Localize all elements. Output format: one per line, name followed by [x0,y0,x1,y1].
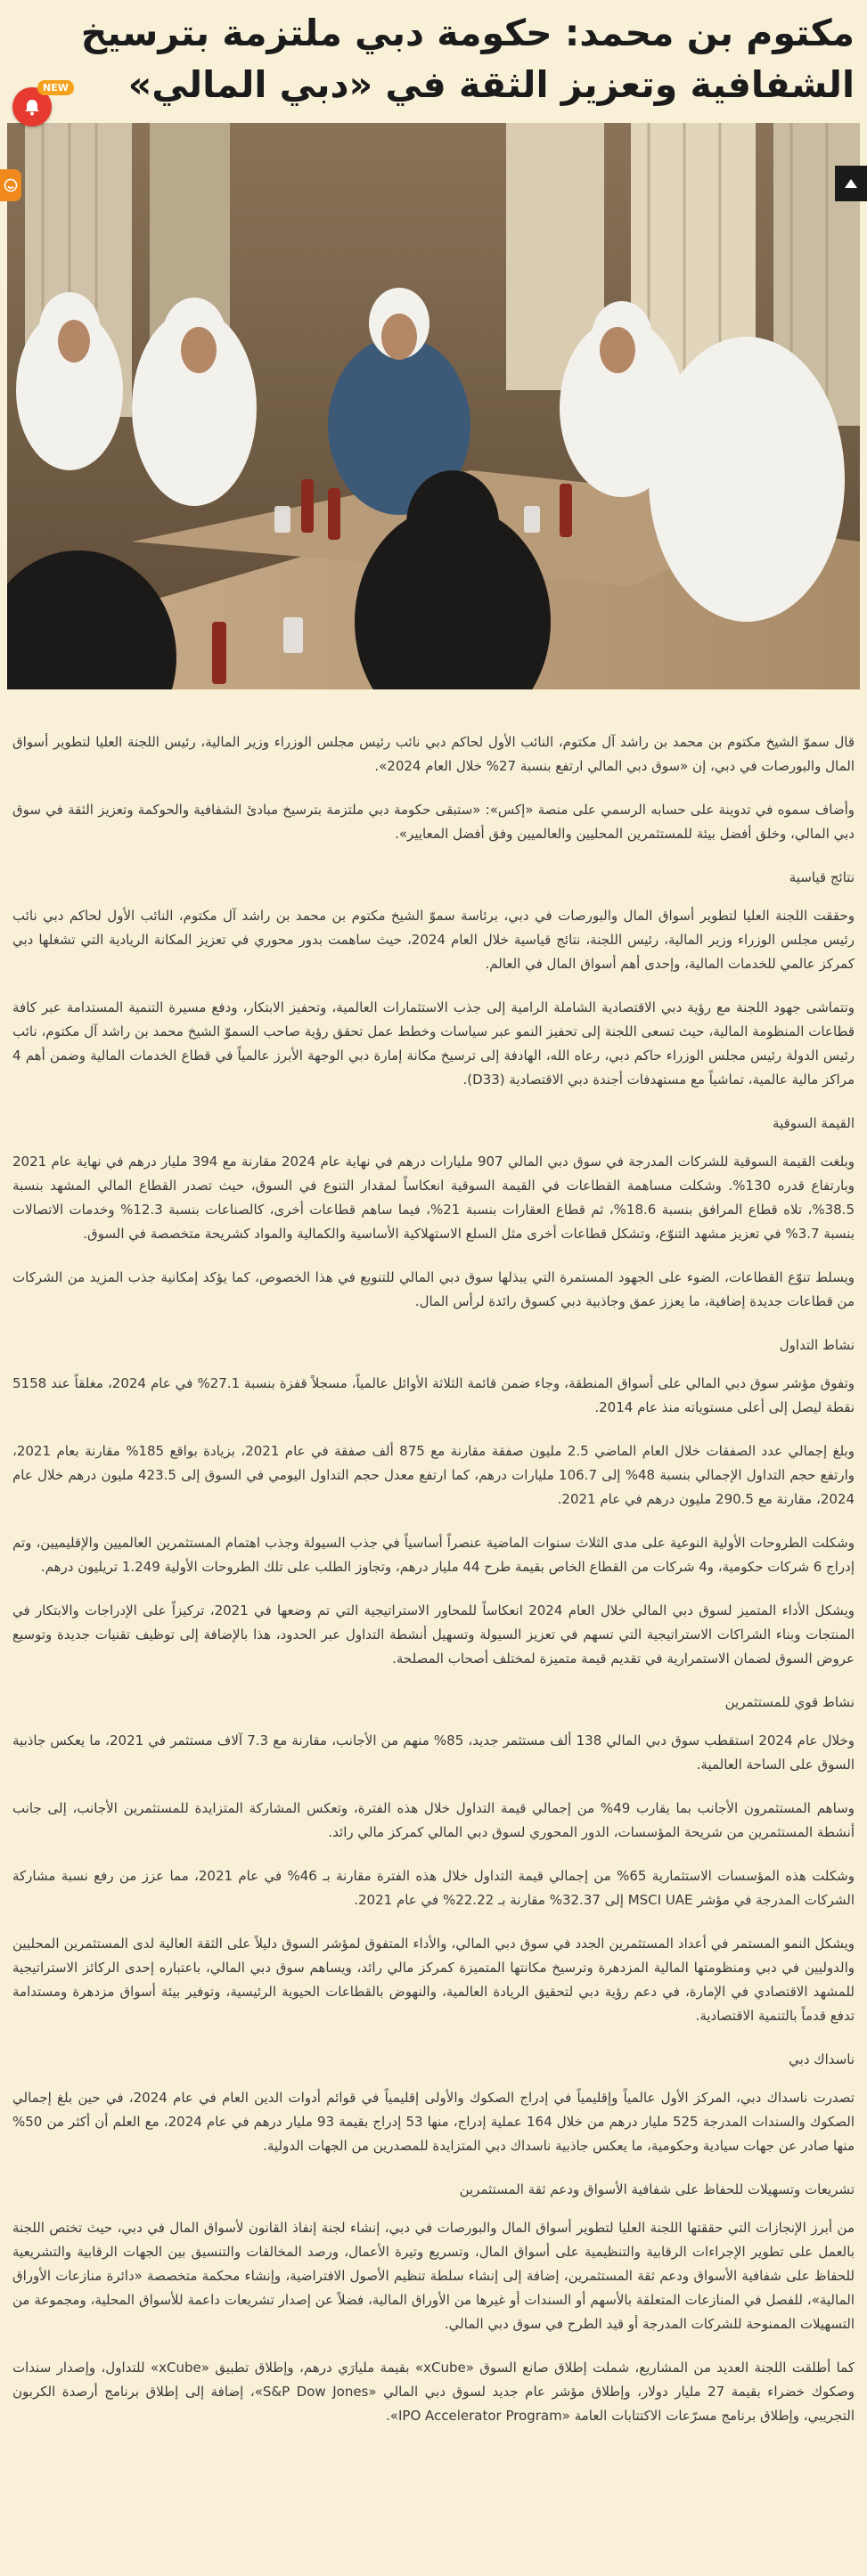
bell-icon [22,97,42,117]
side-widget-tab[interactable] [0,169,21,201]
section-heading: نتائج قياسية [789,869,855,885]
section-heading: ناسداك دبي [789,2051,855,2067]
scroll-up-button[interactable] [835,166,867,201]
body-paragraph: وخلال عام 2024 استقطب سوق دبي المالي 138 ألف مستثمر جديد، 85% منهم من الأجانب، مقارنة مع 7.3 آلاف مستثمر في 2021، ما يعكس جاذبية السوق على الساحة العالمية. [12,1732,855,1773]
section-heading: نشاط التداول [779,1337,855,1353]
section-heading: تشريعات وتسهيلات للحفاظ على شفافية الأسواق ودعم ثقة المستثمرين [459,2181,855,2197]
intro-paragraph: قال سموّ الشيخ مكتوم بن محمد بن راشد آل مكتوم، النائب الأول لحاكم دبي نائب رئيس مجلس الوزراء وزير المالية، رئيس اللجنة العليا لتطوير أسواق المال والبورصات في دبي، إن «سوق دبي المالي ارتفع بنسبة 27% خلال العام 2024». [12,734,855,774]
body-paragraph: ويشكل النمو المستمر في أعداد المستثمرين الجدد في سوق دبي المالي، والأداء المتفوق لمؤشر السوق دليلاً على الثقة العالية لدى المستثمرين المحليين والدوليين في دبي ومنظومتها المالية المزدهرة وترسيخ مكانتها المتميزة كمركز مالي رائد، ويساهم سوق دبي المالي، باعتباره إحدى الركائز الاستراتيجية للمشهد الاقتصادي في الإمارة، في دعم رؤية دبي لتحقيق الريادة العالمية، والنهوض بالقطاعات الحيوية الرئيسية، وتوفير بيئة أسواق مزدهرة ومستدامة تدفع قدماً بالتنمية الاقتصادية. [12,1936,855,2024]
body-paragraph: تصدرت ناسداك دبي، المركز الأول عالمياً وإقليمياً في إدراج الصكوك والأولى إقليمياً في قوائم أدوات الدين العام في عام 2024، في حين بلغ إجمالي الصكوك والسندات المدرجة 525 مليار درهم من خلال 164 عملية إدراج، منها 53 إدراج بقيمة 93 مليار درهم في عام 2024، مع العلم أن أكثر من 50% منها صادر عن جهات سيادية وحكومية، ما يعكس جاذبية ناسداك دبي المتزايدة للمصدرين من الجهات الدولية. [12,2090,855,2154]
article-hero-image [7,123,860,689]
section-heading: نشاط قوي للمستثمرين [724,1694,855,1710]
body-paragraph: ويسلط تنوّع القطاعات، الضوء على الجهود المستمرة التي يبذلها سوق دبي المالي للتنويع في هذا الخصوص، كما يؤكد إمكانية جذب المزيد من الشركات من قطاعات جديدة إضافية، ما يعزز عمق وجاذبية دبي كسوق رائدة لرأس المال. [12,1269,855,1309]
body-paragraph: وبلغ إجمالي عدد الصفقات خلال العام الماضي 2.5 مليون صفقة مقارنة مع 875 ألف صفقة في عام 2021، بزيادة بواقع 185% مقارنة بعام 2021، وارتفع حجم التداول الإجمالي بنسبة 48% إلى 106.7 مليارات درهم، كما ارتفع معدل حجم التداول اليومي في السوق إلى 423.5 مليون درهم خلال عام 2024، مقارنة مع 290.5 مليون درهم في عام 2021. [12,1443,855,1507]
body-paragraph: وساهم المستثمرون الأجانب بما يقارب 49% من إجمالي قيمة التداول خلال هذه الفترة، وتعكس المشاركة المتزايدة للمستثمرين الأجانب، إلى جانب أنشطة المستثمرين من شريحة المؤسسات، الدور المحوري لسوق دبي المالي كمركز مالي رائد. [12,1800,855,1840]
body-paragraph: وحققت اللجنة العليا لتطوير أسواق المال والبورصات في دبي، برئاسة سموّ الشيخ مكتوم بن محمد بن راشد آل مكتوم، النائب الأول لحاكم دبي نائب رئيس مجلس الوزراء وزير المالية، رئيس اللجنة، نتائج قياسية خلال العام 2024، حيث ساهمت بدور محوري في تعزيز المكانة الريادية التي تشغلها دبي كمركز عالمي للخدمات المالية، وإحدى أهم أسواق المال في العالم. [12,908,855,972]
body-paragraph: وشكلت الطروحات الأولية النوعية على مدى الثلاث سنوات الماضية عنصراً أساسياً في جذب السيولة وجذب اهتمام المستثمرين العالميين والإقليميين، وتم إدراج 6 شركات حكومية، و4 شركات من القطاع الخاص بقيمة طرح 44 مليار درهم، وتجاوز الطلب على تلك الطروحات الأولية 1.249 تريليون درهم. [12,1535,855,1575]
article-body [0,689,867,2466]
body-paragraph: وتفوق مؤشر سوق دبي المالي على أسواق المنطقة، وجاء ضمن قائمة الثلاثة الأوائل عالمياً، مسجلاً قفزة بنسبة 27.1% في عام 2024، مغلقاً عند 5158 نقطة ليصل إلى أعلى مستوياته منذ عام 2014. [12,1375,855,1415]
body-paragraph: وتتماشى جهود اللجنة مع رؤية دبي الاقتصادية الشاملة الرامية إلى جذب الاستثمارات العالمية، وتحفيز الابتكار، ودفع مسيرة التنمية المستدامة عبر كافة قطاعات المنظومة المالية، حيث تسعى اللجنة إلى تحفيز النمو عبر سياسات وخطط عمل تحقق رؤية صاحب السموّ الشيخ محمد بن راشد آل مكتوم، نائب رئيس الدولة رئيس مجلس الوزراء حاكم دبي، رعاه الله، الهادفة إلى ترسيخ مكانة إمارة دبي الوجهة الأبرز عالمياً في قطاع الخدمات المالية وضمن أهم 4 مراكز مالية عالمية، تماشياً مع مستهدفات أجندة دبي الاقتصادية (D33). [12,999,855,1088]
body-paragraph: وشكلت هذه المؤسسات الاستثمارية 65% من إجمالي قيمة التداول خلال هذه الفترة مقارنة بـ 46% في عام 2021، مما عزز من رفع نسبة مشاركة الشركات المدرجة في مؤشر MSCI UAE إلى 32.37% مقارنة بـ 22.22% في عام 2021. [12,1868,855,1908]
section-heading: القيمة السوقية [773,1115,855,1131]
body-paragraph: وبلغت القيمة السوقية للشركات المدرجة في سوق دبي المالي 907 مليارات درهم في نهاية عام 2024 مقارنة مع 394 مليار درهم في نهاية عام 2021 وبارتفاع قدره 130%. وشكلت مساهمة القطاعات في القيمة السوقية انعكاساً لمقدار التنوع في السوق، حيث تصدر القطاع المالي المشهد بنسبة 38.5%، تلاه قطاع المرافق بنسبة 18.6%، ثم قطاع العقارات بنسبة 21%، فيما ساهم قطاعات أخرى، كالصناعات بنسبة 12.3% وخدمات الاتصالات بنسبة 3.7% في تعزيز مشهد التنوّع، وتشكل قطاعات أخرى مثل السلع الاستهلاكية الأساسية والكمالية والمواد كشريحة متخصصة في السوق. [12,1153,855,1242]
new-badge: NEW [37,80,74,95]
intro-paragraph: وأضاف سموه في تدوينة على حسابه الرسمي على منصة «إكس»: «ستبقى حكومة دبي ملتزمة بترسيخ مبادئ الشفافية والحوكمة وتعزيز الثقة في سوق دبي المالي، وخلق أفضل بيئة للمستثمرين المحليين والعالميين وفق أفضل المعايير». [12,802,855,842]
body-paragraph: ويشكل الأداء المتميز لسوق دبي المالي خلال العام 2024 انعكاساً للمحاور الاستراتيجية التي تم وضعها في 2021، تركيزاً على الإدراجات والابتكار في المنتجات وبناء الشراكات الاستراتيجية التي تسهم في تعزيز السيولة وتسهيل أنشطة التداول عبر الحدود، هذا بالإضافة إلى توظيف تقنيات جديدة وتوسيع عروض السوق لضمان الاستمرارية في تقديم قيمة متميزة لمختلف أصحاب المصلحة. [12,1602,855,1667]
article-title: مكتوم بن محمد: حكومة دبي ملتزمة بترسيخ الشفافية وتعزيز الثقة في «دبي المالي» [80,12,855,106]
smile-icon [4,178,18,192]
chevron-up-icon [844,178,858,189]
body-paragraph: من أبرز الإنجازات التي حققتها اللجنة العليا لتطوير أسواق المال والبورصات في دبي، إنشاء لجنة إنفاذ القانون لأسواق المال في دبي، حيث تختص اللجنة بالعمل على تطوير الإجراءات الرقابية والتنظيمية على أسواق المال، وتسريع وتيرة الأعمال، ورصد المخالفات والتنسيق بين الجهات الرقابية والتشريعية للحفاظ على شفافية الأسواق ودعم ثقة المستثمرين، إضافة إلى إنشاء سلطة تنظيم الأصول الافتراضية، وإنشاء محكمة متخصصة «دائرة منازعات الأوراق المالية»، للفصل في المنازعات المتعلقة بالأسهم أو السندات أو غيرها من الأوراق المالية، فضلاً عن إصدار تشريعات داعمة للأسواق المحلية، ومجموعة من التسهيلات الممنوحة للشركات المدرجة أو قيد الطرح في سوق دبي المالي. [12,2220,855,2332]
body-paragraph: كما أطلقت اللجنة العديد من المشاريع، شملت إطلاق صانع السوق «xCube» بقيمة مليارَي درهم، وإطلاق تطبيق «xCube» للتداول، وإصدار سندات وصكوك خضراء بقيمة 27 مليار دولار، وإطلاق مؤشر عام جديد لسوق دبي المالي «S&P Dow Jones»، إضافة إلى إطلاق برنامج أرصدة الكربون التجريبي، وإطلاق برنامج مسرّعات الاكتتابات العامة «IPO Accelerator Program». [12,2360,855,2424]
meeting-photo [7,123,860,689]
